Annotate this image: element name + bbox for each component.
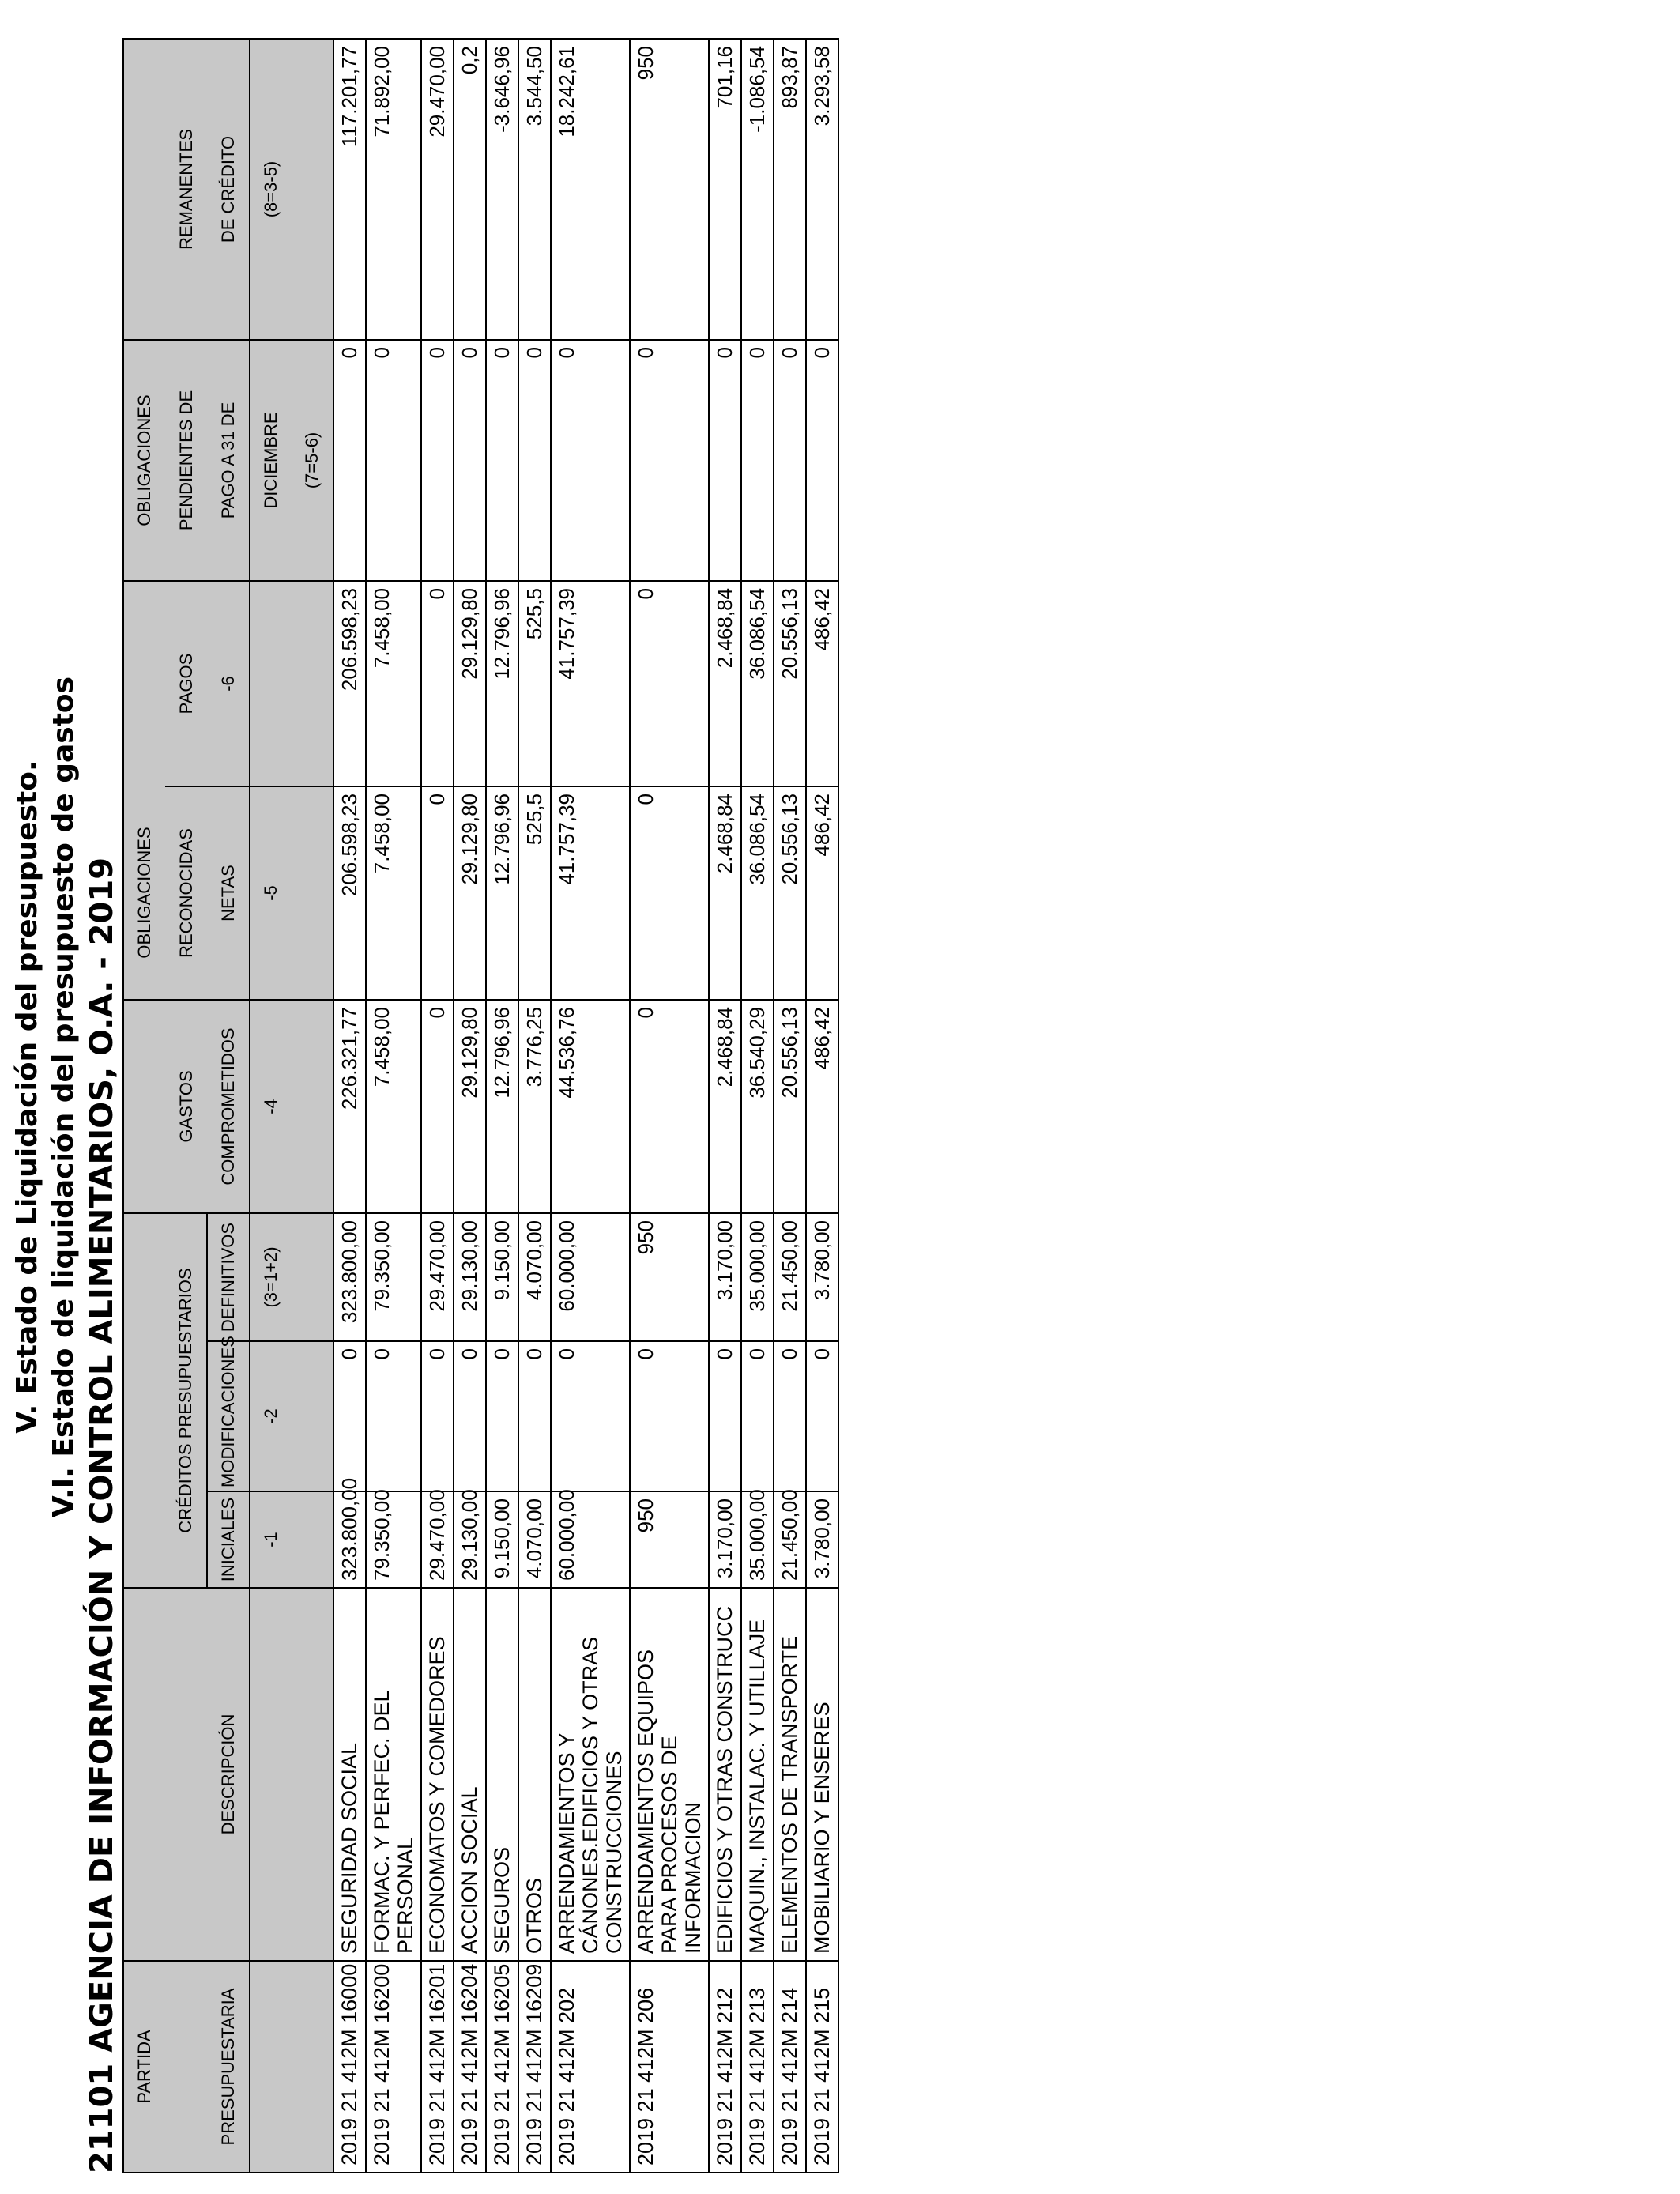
pagos-cell: 20.556,13 [774, 581, 806, 786]
header-descripcion-spacer [165, 1588, 207, 1961]
header-remanentes-blank [292, 39, 333, 340]
pendientes-cell: 0 [774, 340, 806, 581]
partida-cell: 2019 21 412M 214 [774, 1961, 806, 2173]
modificaciones-cell: 0 [806, 1341, 838, 1491]
pendientes-cell: 0 [486, 340, 518, 581]
remanentes-cell: 71.892,00 [366, 39, 421, 340]
table-row [741, 39, 774, 2173]
partida-cell: 2019 21 412M 16000 [333, 1961, 366, 2173]
table-row [551, 39, 630, 2173]
header-pagos-blank-2 [292, 581, 333, 786]
descripcion-cell: ACCION SOCIAL [454, 1588, 486, 1961]
pagos-cell: 486,42 [806, 581, 838, 786]
header-partida-spacer [165, 1961, 207, 2173]
comprometidos-cell: 36.540,29 [741, 1000, 774, 1213]
pagos-cell: 0 [421, 581, 454, 786]
section-title: V. Estado de Liquidación del presupuesto. [11, 760, 43, 1434]
iniciales-cell: 3.170,00 [709, 1491, 741, 1588]
header-definitivos: DEFINITIVOS [207, 1213, 250, 1341]
pagos-cell: 29.129,80 [454, 581, 486, 786]
modificaciones-cell: 0 [630, 1341, 709, 1491]
pendientes-cell: 0 [806, 340, 838, 581]
netas-cell: 41.757,39 [551, 786, 630, 1000]
modificaciones-cell: 0 [741, 1341, 774, 1491]
iniciales-cell: 29.130,00 [454, 1491, 486, 1588]
iniciales-cell: 35.000,00 [741, 1491, 774, 1588]
pagos-cell: 206.598,23 [333, 581, 366, 786]
pendientes-cell: 0 [709, 340, 741, 581]
remanentes-cell: 117.201,77 [333, 39, 366, 340]
table-row [709, 39, 741, 2173]
netas-cell: 525,5 [518, 786, 551, 1000]
pagos-cell: 7.458,00 [366, 581, 421, 786]
partida-cell: 2019 21 412M 16209 [518, 1961, 551, 2173]
partida-cell: 2019 21 412M 212 [709, 1961, 741, 2173]
header-partida-blank [250, 1961, 292, 2173]
definitivos-cell: 35.000,00 [741, 1213, 774, 1341]
header-descripcion-blank [250, 1588, 292, 1961]
modificaciones-cell: 0 [518, 1341, 551, 1491]
iniciales-cell: 4.070,00 [518, 1491, 551, 1588]
header-remanentes-top [123, 39, 165, 340]
header-remanentes: REMANENTES [165, 39, 207, 340]
table-row [333, 39, 366, 2173]
header-gastos: GASTOS [165, 1000, 207, 1213]
descripcion-cell: FORMAC. Y PERFEC. DEL PERSONAL [366, 1588, 421, 1961]
header-pagos: PAGOS [165, 581, 207, 786]
comprometidos-cell: 7.458,00 [366, 1000, 421, 1213]
pagos-cell: 0 [630, 581, 709, 786]
iniciales-cell: 9.150,00 [486, 1491, 518, 1588]
header-pendientes-num: (7=5-6) [292, 340, 333, 581]
pendientes-cell: 0 [421, 340, 454, 581]
iniciales-cell: 60.000,00 [551, 1491, 630, 1588]
pendientes-cell: 0 [741, 340, 774, 581]
header-reconocidas: RECONOCIDAS [165, 786, 207, 1000]
descripcion-cell: MAQUIN., INSTALAC. Y UTILLAJE [741, 1588, 774, 1961]
pendientes-cell: 0 [551, 340, 630, 581]
iniciales-cell: 323.800,00 [333, 1491, 366, 1588]
header-diciembre: DICIEMBRE [250, 340, 292, 581]
remanentes-cell: -3.646,96 [486, 39, 518, 340]
modificaciones-cell: 0 [366, 1341, 421, 1491]
netas-cell: 12.796,96 [486, 786, 518, 1000]
partida-cell: 2019 21 412M 202 [551, 1961, 630, 2173]
comprometidos-cell: 226.321,77 [333, 1000, 366, 1213]
table-row [806, 39, 838, 2173]
partida-cell: 2019 21 412M 215 [806, 1961, 838, 2173]
netas-cell: 0 [630, 786, 709, 1000]
pendientes-cell: 0 [333, 340, 366, 581]
table-row [630, 39, 709, 2173]
definitivos-cell: 9.150,00 [486, 1213, 518, 1341]
comprometidos-cell: 44.536,76 [551, 1000, 630, 1213]
descripcion-cell: ARRENDAMIENTOS Y CÁNONES.EDIFICIOS Y OTRAS CONSTRUCCIONES [551, 1588, 630, 1961]
partida-cell: 2019 21 412M 206 [630, 1961, 709, 2173]
definitivos-cell: 323.800,00 [333, 1213, 366, 1341]
header-comprometidos-num: -4 [250, 1000, 292, 1213]
netas-cell: 20.556,13 [774, 786, 806, 1000]
descripcion-cell: SEGUROS [486, 1588, 518, 1961]
pendientes-cell: 0 [518, 340, 551, 581]
iniciales-cell: 21.450,00 [774, 1491, 806, 1588]
header-remanentes-num: (8=3-5) [250, 39, 292, 340]
header-netas: NETAS [207, 786, 250, 1000]
pagos-cell: 2.468,84 [709, 581, 741, 786]
header-obligaciones-pendientes: OBLIGACIONES [123, 340, 165, 581]
definitivos-cell: 29.130,00 [454, 1213, 486, 1341]
pagos-cell: 12.796,96 [486, 581, 518, 786]
comprometidos-cell: 12.796,96 [486, 1000, 518, 1213]
header-creditos: CRÉDITOS PRESUPUESTARIOS [165, 1213, 207, 1588]
comprometidos-cell: 0 [630, 1000, 709, 1213]
header-gastos-top [123, 1000, 165, 1213]
modificaciones-cell: 0 [333, 1341, 366, 1491]
definitivos-cell: 3.780,00 [806, 1213, 838, 1341]
header-obligaciones: OBLIGACIONES [123, 786, 165, 1000]
table-body [333, 39, 838, 2173]
header-presupuestaria: PRESUPUESTARIA [207, 1961, 250, 2173]
header-definitivos-blank [292, 1213, 333, 1341]
netas-cell: 36.086,54 [741, 786, 774, 1000]
header-pagos-num: -6 [207, 581, 250, 786]
modificaciones-cell: 0 [454, 1341, 486, 1491]
modificaciones-cell: 0 [486, 1341, 518, 1491]
header-descripcion-top [123, 1588, 165, 1961]
modificaciones-cell: 0 [774, 1341, 806, 1491]
remanentes-cell: 0,2 [454, 39, 486, 340]
header-creditos-top [123, 1341, 165, 1491]
remanentes-cell: 29.470,00 [421, 39, 454, 340]
descripcion-cell: MOBILIARIO Y ENSERES [806, 1588, 838, 1961]
pendientes-cell: 0 [630, 340, 709, 581]
header-iniciales-blank [292, 1491, 333, 1588]
pagos-cell: 525,5 [518, 581, 551, 786]
table-row [454, 39, 486, 2173]
modificaciones-cell: 0 [551, 1341, 630, 1491]
header-creditos-top-right [123, 1213, 165, 1341]
definitivos-cell: 3.170,00 [709, 1213, 741, 1341]
comprometidos-cell: 486,42 [806, 1000, 838, 1213]
comprometidos-cell: 0 [421, 1000, 454, 1213]
header-iniciales-num: -1 [250, 1491, 292, 1588]
header-comprometidos: COMPROMETIDOS [207, 1000, 250, 1213]
budget-liquidation-table [122, 38, 839, 2173]
header-partida-blank-2 [292, 1961, 333, 2173]
header-pagos-top [123, 581, 165, 786]
remanentes-cell: 3.293,58 [806, 39, 838, 340]
definitivos-cell: 950 [630, 1213, 709, 1341]
modificaciones-cell: 0 [709, 1341, 741, 1491]
table-row [518, 39, 551, 2173]
header-iniciales: INICIALES [207, 1491, 250, 1588]
partida-cell: 2019 21 412M 16204 [454, 1961, 486, 2173]
pendientes-cell: 0 [454, 340, 486, 581]
descripcion-cell: OTROS [518, 1588, 551, 1961]
header-netas-num: -5 [250, 786, 292, 1000]
definitivos-cell: 29.470,00 [421, 1213, 454, 1341]
descripcion-cell: ELEMENTOS DE TRANSPORTE [774, 1588, 806, 1961]
definitivos-cell: 79.350,00 [366, 1213, 421, 1341]
header-partida: PARTIDA [123, 1961, 165, 2173]
remanentes-cell: 18.242,61 [551, 39, 630, 340]
header-descripcion-blank-2 [292, 1588, 333, 1961]
header-modificaciones-num: -2 [250, 1341, 292, 1491]
netas-cell: 29.129,80 [454, 786, 486, 1000]
header-definitivos-num: (3=1+2) [250, 1213, 292, 1341]
iniciales-cell: 950 [630, 1491, 709, 1588]
header-modificaciones-blank [292, 1341, 333, 1491]
comprometidos-cell: 3.776,25 [518, 1000, 551, 1213]
iniciales-cell: 3.780,00 [806, 1491, 838, 1588]
comprometidos-cell: 29.129,80 [454, 1000, 486, 1213]
comprometidos-cell: 20.556,13 [774, 1000, 806, 1213]
iniciales-cell: 29.470,00 [421, 1491, 454, 1588]
header-netas-blank [292, 786, 333, 1000]
table-row [421, 39, 454, 2173]
descripcion-cell: SEGURIDAD SOCIAL [333, 1588, 366, 1961]
comprometidos-cell: 2.468,84 [709, 1000, 741, 1213]
remanentes-cell: 3.544,50 [518, 39, 551, 340]
subsection-title: V.I. Estado de liquidación del presupuesto de gastos [47, 676, 80, 1518]
remanentes-cell: 701,16 [709, 39, 741, 340]
netas-cell: 486,42 [806, 786, 838, 1000]
descripcion-cell: EDIFICIOS Y OTRAS CONSTRUCC [709, 1588, 741, 1961]
partida-cell: 2019 21 412M 16201 [421, 1961, 454, 2173]
netas-cell: 206.598,23 [333, 786, 366, 1000]
definitivos-cell: 4.070,00 [518, 1213, 551, 1341]
partida-cell: 2019 21 412M 16200 [366, 1961, 421, 2173]
descripcion-cell: ECONOMATOS Y COMEDORES [421, 1588, 454, 1961]
remanentes-cell: 950 [630, 39, 709, 340]
header-comprometidos-blank [292, 1000, 333, 1213]
pendientes-cell: 0 [366, 340, 421, 581]
pagos-cell: 41.757,39 [551, 581, 630, 786]
header-pago31: PAGO A 31 DE [207, 340, 250, 581]
table-row [774, 39, 806, 2173]
header-decredito: DE CRÉDITO [207, 39, 250, 340]
table-header [123, 39, 333, 2173]
netas-cell: 0 [421, 786, 454, 1000]
header-pendientes: PENDIENTES DE [165, 340, 207, 581]
header-pagos-blank [250, 581, 292, 786]
partida-cell: 2019 21 412M 213 [741, 1961, 774, 2173]
remanentes-cell: -1.086,54 [741, 39, 774, 340]
header-descripcion: DESCRIPCIÓN [207, 1588, 250, 1961]
descripcion-cell: ARRENDAMIENTOS EQUIPOS PARA PROCESOS DE INFORMACION [630, 1588, 709, 1961]
modificaciones-cell: 0 [421, 1341, 454, 1491]
iniciales-cell: 79.350,00 [366, 1491, 421, 1588]
netas-cell: 7.458,00 [366, 786, 421, 1000]
header-creditos-top-left [123, 1491, 165, 1588]
definitivos-cell: 60.000,00 [551, 1213, 630, 1341]
partida-cell: 2019 21 412M 16205 [486, 1961, 518, 2173]
table-row [366, 39, 421, 2173]
pagos-cell: 36.086,54 [741, 581, 774, 786]
definitivos-cell: 21.450,00 [774, 1213, 806, 1341]
table-row [486, 39, 518, 2173]
netas-cell: 2.468,84 [709, 786, 741, 1000]
entity-title: 21101 AGENCIA DE INFORMACIÓN Y CONTROL ALIMENTARIOS, O.A. - 2019 [84, 857, 120, 2173]
header-modificaciones: MODIFICACIONES [207, 1341, 250, 1491]
remanentes-cell: 893,87 [774, 39, 806, 340]
